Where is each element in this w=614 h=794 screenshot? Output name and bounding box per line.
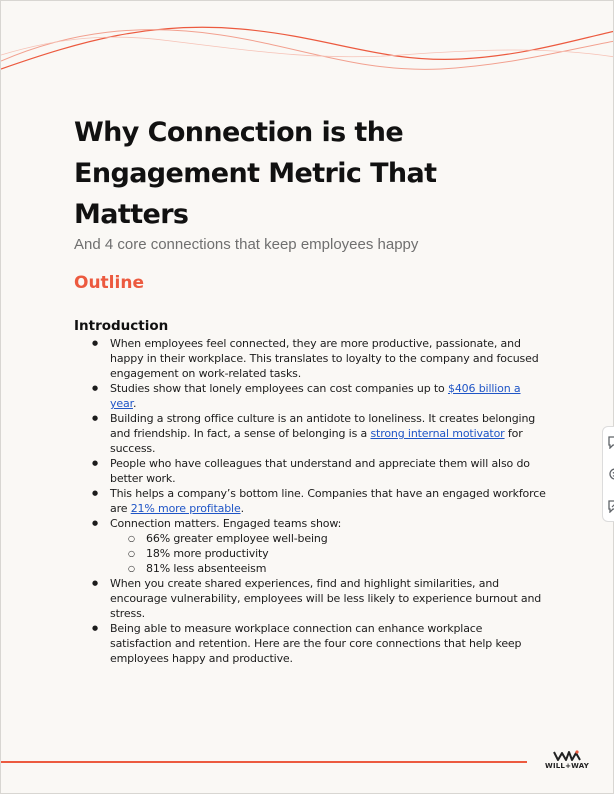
- engaged-teams-sub-list: [110, 531, 547, 576]
- sub-list-item: ○ 18% more productivity: [128, 546, 547, 561]
- list-item: ● Connection matters. Engaged teams show: ○ 66% greater employee well-being ○ 18% more productivity ○ 81% less absenteeism: [92, 516, 547, 576]
- outline-heading: Outline: [74, 273, 144, 293]
- sub-list-item: ○ 81% less absenteeism: [128, 561, 547, 576]
- document-title: Why Connection is the Engagement Metric That Matters: [74, 117, 437, 230]
- document-subtitle: And 4 core connections that keep employees happy: [74, 236, 419, 253]
- suggest-edit-icon[interactable]: [607, 499, 614, 513]
- footer-divider: [1, 761, 527, 763]
- list-item: ● People who have colleagues that understand and appreciate them will also do better work.: [92, 456, 547, 486]
- list-item: ● When you create shared experiences, find and highlight similarities, and encourage vulnerability, employees will be less likely to experience burnout and stress.: [92, 576, 547, 621]
- link-406-billion[interactable]: $406 billion a year: [110, 382, 521, 410]
- intro-bullet-list: [92, 336, 547, 666]
- side-toolbar: [602, 426, 614, 522]
- logo-wave-icon: [553, 750, 581, 762]
- emoji-icon[interactable]: [607, 467, 614, 481]
- decorative-waves: [1, 1, 614, 91]
- list-item: ● This helps a company’s bottom line. Companies that have an engaged workforce are 21% more profitable.: [92, 486, 547, 516]
- list-item: ● Being able to measure workplace connection can enhance workplace satisfaction and retention. Here are the four core connections that help keep employees happy and productive.: [92, 621, 547, 666]
- will-way-logo: [542, 750, 592, 778]
- comment-add-icon[interactable]: [607, 435, 614, 449]
- link-21-percent-more-profitable[interactable]: 21% more profitable: [130, 502, 241, 515]
- list-item: ● Studies show that lonely employees can cost companies up to $406 billion a year.: [92, 381, 547, 411]
- link-strong-internal-motivator[interactable]: strong internal motivator: [370, 427, 505, 440]
- section-heading-introduction: Introduction: [74, 318, 169, 334]
- list-item: ● Building a strong office culture is an antidote to loneliness. It creates belonging and friendship. In fact, a sense of belonging is a strong internal motivator for success.: [92, 411, 547, 456]
- logo-text: WILL+WAY: [545, 762, 589, 770]
- sub-list-item: ○ 66% greater employee well-being: [128, 531, 547, 546]
- list-item: ● When employees feel connected, they are more productive, passionate, and happy in their workplace. This translates to loyalty to the company and focused engagement on work-related tasks.: [92, 336, 547, 381]
